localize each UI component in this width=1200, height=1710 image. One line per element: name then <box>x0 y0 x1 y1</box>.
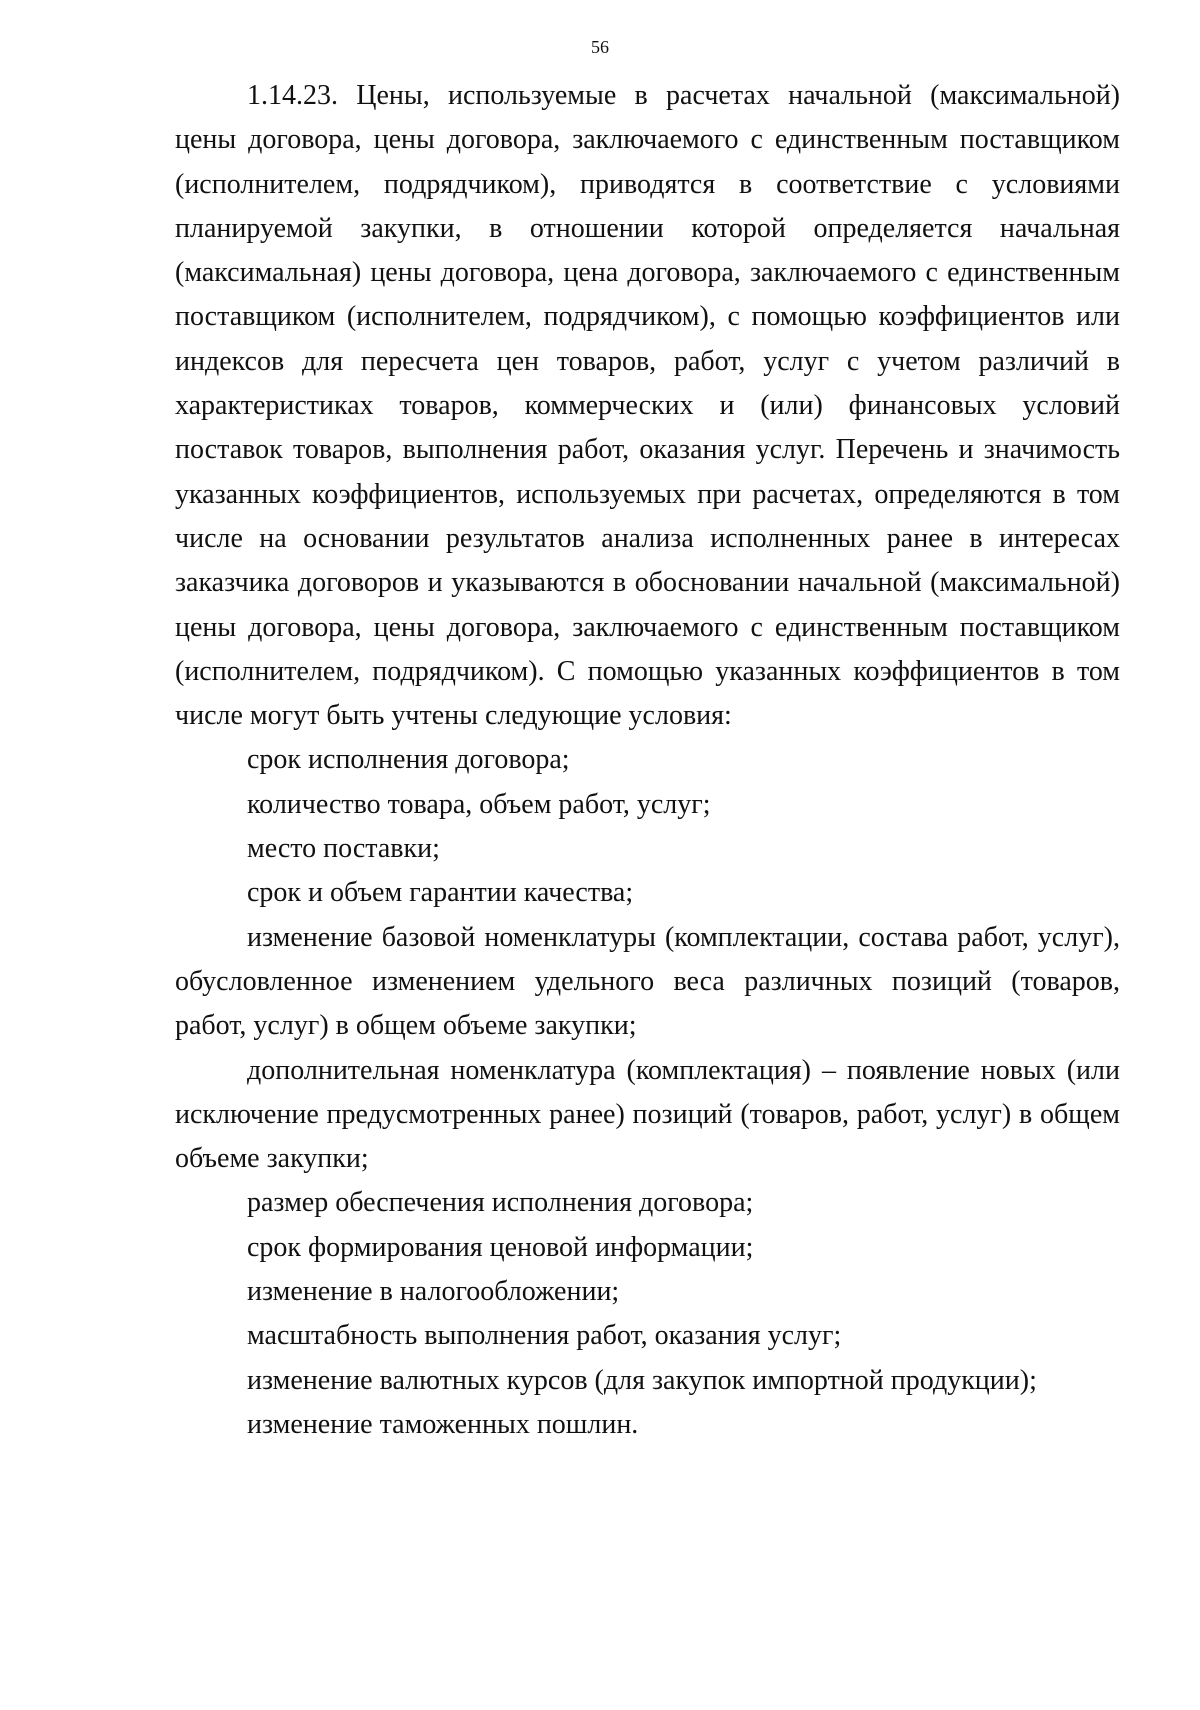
condition-item: срок формирования ценовой информации; <box>247 1231 754 1263</box>
condition-item: срок исполнения договора; <box>247 744 570 776</box>
condition-item: масштабность выполнения работ, оказания услуг; <box>247 1320 842 1352</box>
condition-item: изменение таможенных пошлин. <box>247 1408 639 1440</box>
condition-item: дополнительная номенклатура (комплектация) – появление новых (или исключение предусмотренных ранее) позиций (товаров, работ, услуг) в общем объеме закупки; <box>175 1054 1120 1175</box>
condition-item: изменение в налогообложении; <box>247 1276 620 1308</box>
condition-item: изменение валютных курсов (для закупок импортной продукции); <box>247 1364 1037 1396</box>
condition-item: изменение базовой номенклатуры (комплектации, состава работ, услуг), обусловленное изменением удельного веса различных позиций (товаров, работ, услуг) в общем объеме закупки; <box>175 921 1120 1042</box>
condition-item: срок и объем гарантии качества; <box>247 877 634 909</box>
condition-item: размер обеспечения исполнения договора; <box>247 1187 754 1219</box>
paragraph-1-14-23: 1.14.23. Цены, используемые в расчетах начальной (максимальной) цены договора, цены договора, заключаемого с единственным поставщиком (исполнителем, подрядчиком), приводятся в соответствие с условиями планируемой закупки, в отношении которой определяется начальная (максимальная) цены договора, цена договора, заключаемого с единственным поставщиком (исполнителем, подрядчиком), с помощью коэффициентов или индексов для пересчета цен товаров, работ, услуг с учетом различий в характеристиках товаров, коммерческих и (или) финансовых условий поставок товаров, выполнения работ, оказания услуг. Перечень и значимость указанных коэффициентов, используемых при расчетах, определяются в том числе на основании результатов анализа исполненных ранее в интересах заказчика договоров и указываются в обосновании начальной (максимальной) цены договора, цены договора, заключаемого с единственным поставщиком (исполнителем, подрядчиком). С помощью указанных коэффициентов в том числе могут быть учтены следующие условия: <box>175 80 1120 732</box>
condition-item: количество товара, объем работ, услуг; <box>247 788 711 820</box>
page-number: 56 <box>591 37 609 57</box>
condition-item: место поставки; <box>247 833 440 865</box>
document-body <box>175 74 1120 1447</box>
